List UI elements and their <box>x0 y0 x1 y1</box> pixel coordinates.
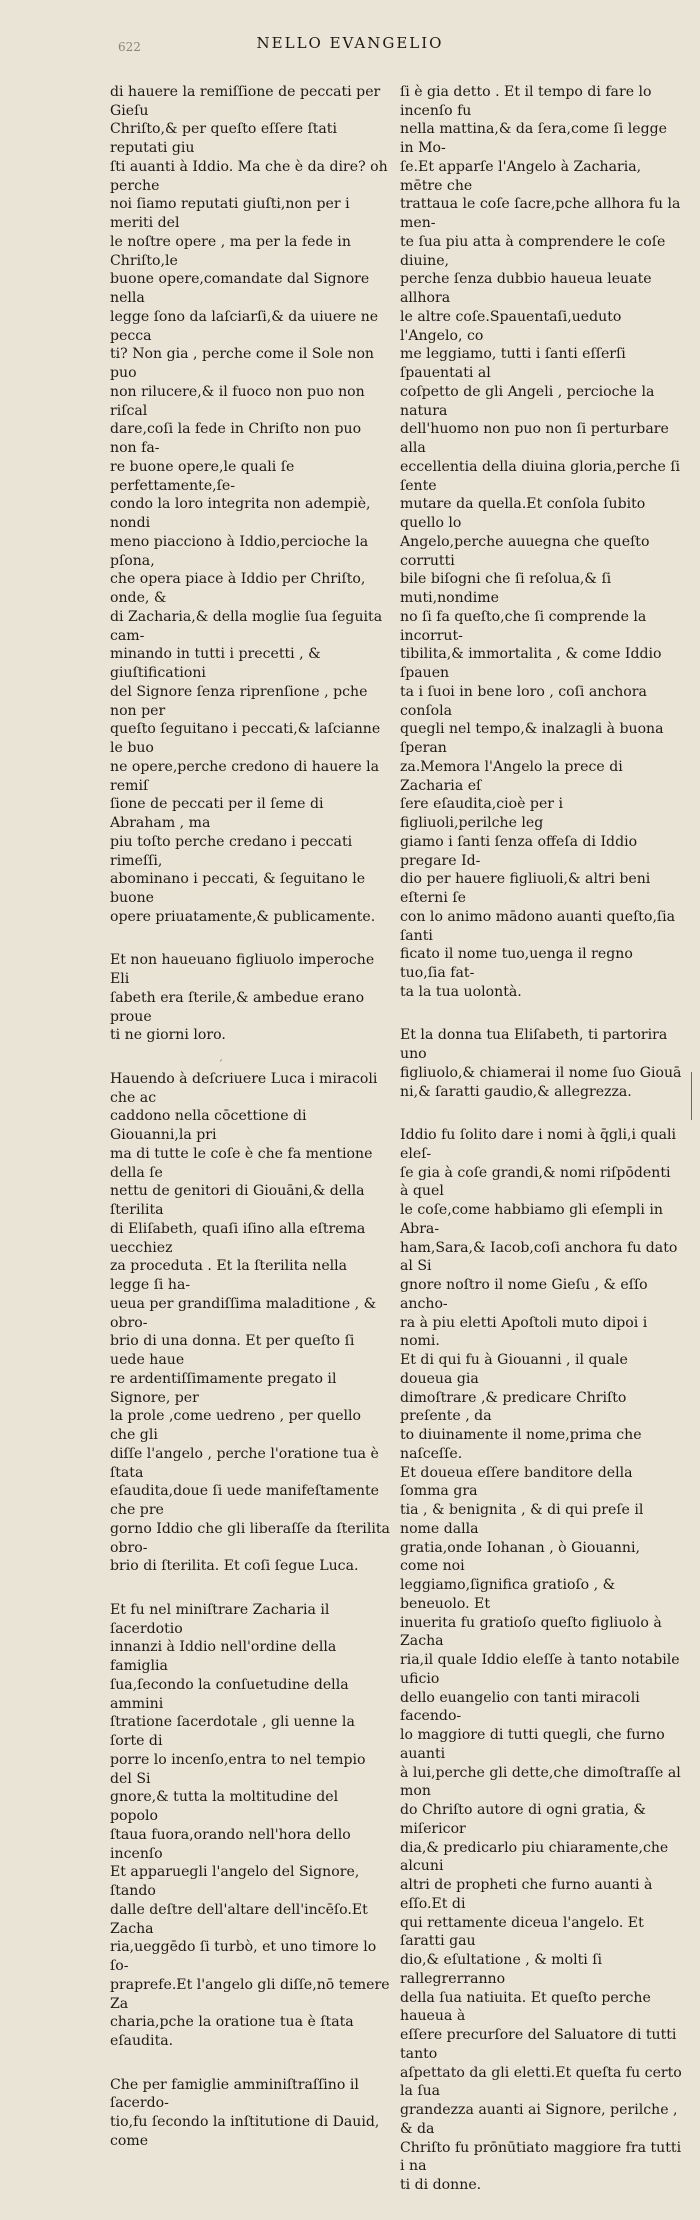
running-head: NELLO EVANGELIO <box>256 34 444 52</box>
paragraph: Che per famiglie amminiſtraſſino il ſacerdo‑ tio,fu ſecondo la inſtitutione di Dauid, come <box>110 2076 380 2149</box>
paragraph: Et non haueuano figliuolo imperoche Eli ſabeth era ſterile,& ambedue erano proue ti ne giorni loro. <box>110 952 375 1044</box>
paragraph: di hauere la remiſſione de peccati per Gieſu Chriſto,& per queſto eſſere ſtati reputati giu ſti auanti à Iddio. Ma che è da dire? oh perche noi ſiamo reputati giuſti,non per i meriti del le noſtre opere , ma per la fede in Chriſto,le buone opere,comandate dal Signore nella legge ſono da laſciarſi,& da uiuere ne pecca ti? Non gia , perche come il Sole non puo non rilucere,& il fuoco non puo non riſcal dare,coſi la fede in Chriſto non puo non fa‑ re buone opere,le quali ſe perfettamente,ſe‑ condo la loro integrita non adempiè, nondi meno piacciono à Iddio,percioche la pſona, che opera piace à Iddio per Chriſto, onde, & di Zacharia,& della moglie ſua ſeguita cam‑ minando in tutti i precetti , & giuſtificationi del Signore ſenza riprenſione , pche non per queſto ſeguitano i peccati,& laſcianne le buo ne opere,perche credono di hauere la remiſ ſione de peccati per il ſeme di Abraham , ma piu toſto perche credano i peccati rimeſſi, abominano i peccati, & ſeguitano le buone opere priuatamente,& publicamente. <box>110 83 388 925</box>
right-column <box>400 64 682 2220</box>
paragraph: Iddio fu ſolito dare i nomi à q̄gli,i quali eleſ‑ ſe gia à coſe grandi,& nomi riſpōdenti à quel le coſe,come habbiamo gli eſempli in Abra‑ ham,Sara,& Iacob,coſi anchora fu dato al Si gnore noſtro il nome Gieſu , & eſſo ancho‑ ra à piu eletti Apoſtoli muto dipoi i nomi. Et di qui fu à Giouanni , il quale doueua gia dimoſtrare ,& predicare Chriſto preſente , da to diuinamente il nome,prima che naſceſſe. Et doueua eſſere banditore della ſomma gra tia , & benignita , & di qui preſe il nome dalla gratia,onde Iohanan , ò Giouanni, come noi leggiamo,ſignifica gratioſo , & beneuolo. Et inuerita fu gratioſo queſto figliuolo à Zacha ria,il quale Iddio eleſſe à tanto notabile uficio dello euangelio con tanti miracoli facendo‑ lo maggiore di tutti quegli, che furno auanti à lui,perche gli dette,che dimoſtraſſe al mon do Chriſto autore di ogni gratia, & miſericor dia,& predicarlo piu chiaramente,che alcuni altri de propheti che furno auanti à eſſo.Et di qui rettamente diceua l'angelo. Et ſaratti gau dio,& eſultatione , & molti ſi rallegrerranno della ſua natiuita. Et queſto perche haueua à eſſere precurſore del Saluatore di tutti tanto aſpettato da gli eletti.Et queſta fu certo la ſua grandezza auanti ai Signore, perilche , & da Chriſto fu prōnūtiato maggiore fra tutti i na ti di donne. <box>400 1127 682 2193</box>
margin-rule <box>691 1072 692 1120</box>
paragraph: Et fu nel miniſtrare Zacharia il ſacerdotio innanzi à Iddio nell'ordine della famiglia ſua,ſecondo la conſuetudine della ammini ſtratione ſacerdotale , gli uenne la ſorte di porre lo incenſo,entra to nel tempio del Si gnore,& tutta la moltitudine del popolo ſtaua fuora,orando nell'hora dello incenſo Et apparuegli l'angelo del Signore, ſtando dalle deſtre dell'altare dell'incēſo.Et Zacha ria,ueggēdo ſi turbò, et uno timore lo ſo‑ praprefe.Et l'angelo gli diſſe,nō temere Za charia,pche la oratione tua è ſtata eſaudita. <box>110 1601 390 2049</box>
paragraph: Et la donna tua Eliſabeth, ti partorira uno figliuolo,& chiamerai il nome ſuo Giouā ni,& ſaratti gaudio,& allegrezza. <box>400 1027 682 1100</box>
left-column <box>110 64 390 2175</box>
paragraph: Hauendo à deſcriuere Luca i miracoli che ac caddono nella cōcettione di Giouanni,la pri ma di tutte le coſe è che fa mentione della ſe nettu de genitori di Giouāni,& della ſterilita di Eliſabeth, quaſi iſino alla eſtrema uecchiez za proceduta . Et la ſterilita nella legge ſi ha‑ ueua per grandiſſima maladitione , & obro‑ brio di una donna. Et per queſto ſi uede haue re ardentiſſimamente pregato il Signore, per la prole ,come uedreno , per quello che gli diſſe l'angelo , perche l'oratione tua è ſtata eſaudita,doue ſi uede manifeſtamente che pre gorno Iddio che gli liberaſſe da ſterilita obro‑ brio di ſterilita. Et coſi ſegue Luca. <box>110 1070 390 1575</box>
page-number: 622 <box>118 40 141 54</box>
printer-mark: ˊ <box>218 1060 223 1071</box>
paragraph: ſi è gia detto . Et il tempo di fare lo incenſo fu nella mattina,& da ſera,come ſi legge in Mo‑ ſe.Et apparſe l'Angelo à Zacharia, mētre che trattaua le coſe ſacre,pche allhora fu la men‑ te ſua piu atta à comprendere le coſe diuine, perche ſenza dubbio haueua leuate allhora le altre coſe.Spauentaſi,ueduto l'Angelo, co me leggiamo, tutti i ſanti eſſerſi ſpauentati al coſpetto de gli Angeli , percioche la natura dell'huomo non puo non ſi perturbare alla eccellentia della diuina gloria,perche ſi ſente mutare da quella.Et conſola ſubito quello lo Angelo,perche auuegna che queſto corrutti bile biſogni che ſi reſolua,& ſi muti,nondime no ſi fa queſto,che ſi comprende la incorrut‑ tibilita,& immortalita , & come Iddio ſpauen ta i ſuoi in bene loro , coſi anchora conſola quegli nel tempo,& inalzagli à buona ſperan za.Memora l'Angelo la prece di Zacharia eſ ſere eſaudita,cioè per i figliuoli,perilche leg giamo i ſanti ſenza offeſa di Iddio pregare Id‑ dio per hauere figliuoli,& altri beni eſterni ſe con lo animo mādono auanti queſto,ſia ſanti ficato il nome tuo,uenga il regno tuo,ſia fat‑ ta la tua uolontà. <box>400 83 681 1000</box>
